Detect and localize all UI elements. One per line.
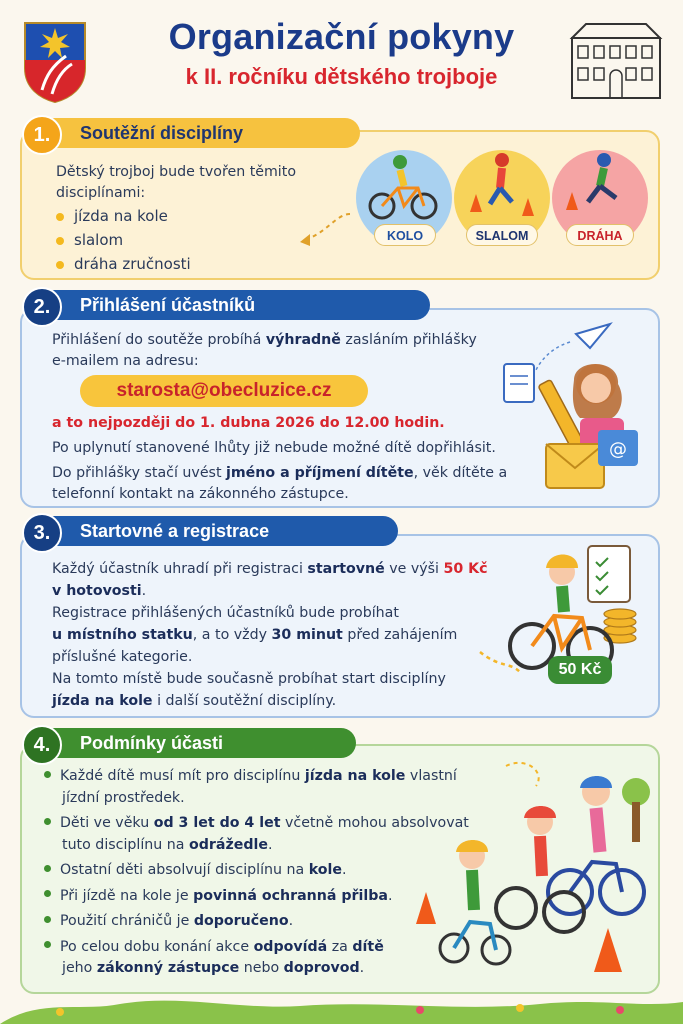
list-item: slalom [56,231,123,249]
label-kolo: KOLO [374,224,436,246]
application-contents: Do přihlášky stačí uvést jméno a příjmení dítěte, věk dítěte a telefonní kontakt na zákonného zástupce. [52,465,508,502]
child-slalom-icon [460,150,546,220]
section-fee-title: Startovné a registrace [32,516,398,546]
section-conditions-title: Podmínky účasti [32,728,356,758]
label-draha: DRÁHA [566,224,634,246]
girl-with-pencil-illustration [480,318,656,500]
label-slalom: SLALOM [466,224,538,246]
section-number-3: 3. [22,513,62,553]
header [0,0,683,115]
list-item-continuation: jízdní prostředek. [62,789,185,806]
list-item: Ostatní děti absolvují disciplínu na kole. [44,860,469,882]
late-registration-note: Po uplynutí stanovené lhůty již nebude možné dítě dopřihlásit. [52,440,496,456]
list-item: dráha zručnosti [56,255,191,273]
child-on-bike-icon [364,152,444,222]
contact-email[interactable]: starosta@obecluzice.cz [80,375,368,407]
section-number-1: 1. [22,115,62,155]
dashed-arrow-icon [296,204,356,252]
list-item: Po celou dobu konání akce odpovídá za dítě [44,937,469,959]
section-number-4: 4. [22,725,62,765]
farmstead-building-icon [566,18,666,102]
page-title: Organizační pokyny [168,16,515,57]
list-item-continuation: jeho zákonný zástupce nebo doprovod. [62,960,365,976]
list-item: Děti ve věku od 3 let do 4 let včetně mohou absolvovat [44,813,469,835]
child-running-icon [558,150,644,220]
list-item: Každé dítě musí mít pro disciplínu jízda na kole vlastní [44,766,469,788]
section-registration-title: Přihlášení účastníků [32,290,430,320]
list-item-continuation: tuto disciplínu na odrážedle. [62,836,273,853]
children-cycling-illustration [406,752,656,982]
registration-text: Přihlášení do soutěže probíhá výhradně zasláním přihlášky e-mailem na adresu: [52,332,477,369]
svg-text:@: @ [609,439,627,460]
section-number-2: 2. [22,287,62,327]
grass-decoration [0,988,683,1024]
disciplines-intro: Dětský trojboj bude tvořen těmito disciplínami: [56,164,296,201]
fee-badge: 50 Kč [548,656,612,684]
list-item: Použití chráničů je doporučeno. [44,911,469,933]
list-item: Při jízdě na kole je povinná ochranná přilba. [44,886,469,908]
section-disciplines-title: Soutěžní disciplíny [32,118,360,148]
page-subtitle: k II. ročníku dětského trojboje [185,64,498,89]
fee-text: Každý účastník uhradí při registraci startovné ve výši 50 Kč v hotovosti. Registrace přihlášených účastníků bude probíhat u místního statku, a to vždy 30 minut před zahájením příslušné kategorie. Na tomto místě bude současně probíhat start disciplíny jízda na kole i další soutěžní disciplíny. [52,561,488,709]
list-item: jízda na kole [56,207,168,225]
registration-deadline: a to nejpozději do 1. dubna 2026 do 12.00 hodin. [52,415,445,431]
